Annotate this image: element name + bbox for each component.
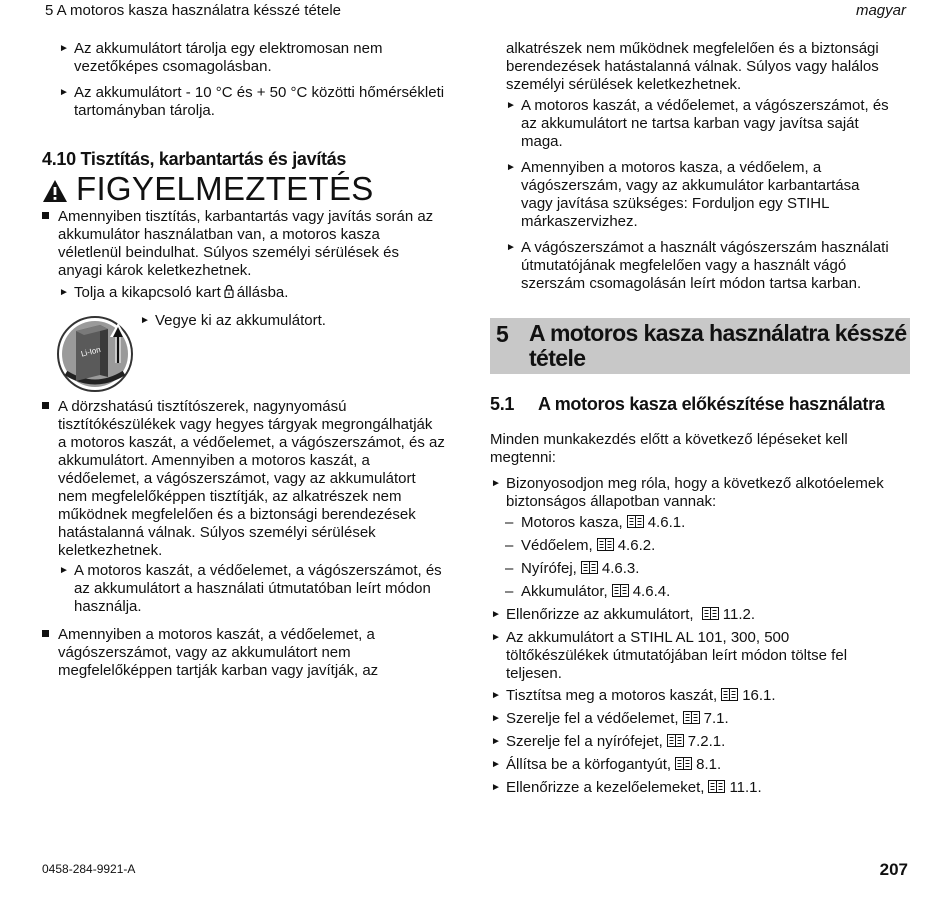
section-number-5-1: 5.1 <box>490 394 515 414</box>
subitem-battery: – Akkumulátor, 4.6.4. <box>521 583 670 601</box>
language-label: magyar <box>855 2 906 19</box>
manual-reference-icon <box>667 734 684 747</box>
bullet-clean-per-manual: ► A motoros kaszát, a védőelemet, a vágószerszámot, és az akkumulátort a használati útmutatóban leírt módon használja. <box>74 562 442 616</box>
bullet-remove-battery: ► Vegye ki az akkumulátort. <box>155 312 326 330</box>
reference-link[interactable]: 4.6.2. <box>617 537 656 554</box>
section-title-5-1: A motoros kasza előkészítése használatra <box>538 394 885 414</box>
manual-reference-icon <box>702 607 719 620</box>
manual-reference-icon <box>612 584 629 597</box>
manual-reference-icon <box>675 757 692 770</box>
step-clean-scythe: ► Tisztítsa meg a motoros kaszát, 16.1. <box>506 687 776 705</box>
subitem-guard: – Védőelem, 4.6.2. <box>521 537 655 555</box>
reference-link[interactable]: 4.6.3. <box>601 560 640 577</box>
step-mount-mowing-head: ► Szerelje fel a nyírófejet, 7.2.1. <box>506 733 725 751</box>
warning-item-accidental-start: Amennyiben tisztítás, karbantartás vagy javítás során az akkumulátor használatban van, a motoros kasza véletlenül beindulhat. Súlyos személyi sérülések és anyagi károk keletkezhetnek. <box>58 208 434 279</box>
reference-link[interactable]: 7.1. <box>703 710 729 727</box>
warning-heading <box>42 170 374 208</box>
reference-link[interactable]: 11.2. <box>722 606 756 623</box>
reference-link[interactable]: 11.1. <box>729 779 762 796</box>
lock-icon <box>224 284 234 298</box>
manual-reference-icon <box>627 515 644 528</box>
bullet-check-components: ► Bizonyosodjon meg róla, hogy a következő alkotóelemek biztonságos állapotban vannak: <box>506 475 884 511</box>
subitem-mowing-head: – Nyírófej, 4.6.3. <box>521 560 639 578</box>
manual-reference-icon <box>581 561 598 574</box>
reference-link[interactable]: 16.1. <box>742 687 776 704</box>
step-adjust-loop-handle: ► Állítsa be a körfogantyút, 8.1. <box>506 756 721 774</box>
manual-reference-icon <box>597 538 614 551</box>
step-mount-guard: ► Szerelje fel a védőelemet, 7.1. <box>506 710 729 728</box>
warning-triangle-icon <box>42 179 68 203</box>
bullet-switch-lever: ► Tolja a kikapcsoló kart állásba. <box>74 284 288 302</box>
bullet-maintain-cutting-tool: ► A vágószerszámot a használt vágószerszám használati útmutatójának megfelelően vagy a használt vágó szerszám csomagolásán leírt módon tartsa karban. <box>521 239 889 293</box>
reference-link[interactable]: 7.2.1. <box>687 733 726 750</box>
running-header: 5 A motoros kasza használatra késszé tétele <box>45 2 341 19</box>
bullet-store-temperature: ► Az akkumulátort - 10 °C és + 50 °C közötti hőmérsékleti tartományban tárolja. <box>74 84 444 120</box>
bullet-no-self-repair: ► A motoros kaszát, a védőelemet, a vágószerszámot, és az akkumulátort ne tartsa karban vagy javítsa saját maga. <box>521 97 889 151</box>
section-heading-4-10: 4.10 Tisztítás, karbantartás és javítás <box>42 149 347 169</box>
warning-item-abrasive-cleaners: A dörzshatású tisztítószerek, nagynyomású tisztítókészülékek vagy hegyes tárgyak megrongálhatják a motoros kaszát, a védőelemet, a vágószerszámot, és az akkumulátort. Amennyiben a motoros kaszát, a védőelemet, a vágószerszámot, vagy az akkumulátort nem megfelelőképpen tisztítják, az alkatrészek nem működnek megfelelően és a biztonsági berendezések hatástalanná válnak. Súlyos személyi sérülések keletkezhetnek. <box>58 398 445 559</box>
step-check-battery: ► Ellenőrizze az akkumulátort, 11.2. <box>506 606 755 624</box>
continued-text: alkatrészek nem működnek megfelelően és a biztonsági berendezések hatástalanná válnak. Súlyos vagy halálos személyi sérülések keletkezhetnek. <box>506 40 879 93</box>
reference-link[interactable]: 4.6.4. <box>632 583 671 600</box>
battery-removal-illustration <box>56 315 134 393</box>
warning-title: FIGYELMEZTETÉS <box>76 170 374 207</box>
bullet-store-packaging: ► Az akkumulátort tárolja egy elektromosan nem vezetőképes csomagolásban. <box>74 40 382 76</box>
step-check-controls: ► Ellenőrizze a kezelőelemeket, 11.1. <box>506 779 762 797</box>
manual-reference-icon <box>683 711 700 724</box>
manual-reference-icon <box>708 780 725 793</box>
battery-label: Li-Ion <box>79 344 102 359</box>
warning-item-improper-maintenance: Amennyiben a motoros kaszát, a védőelemet, a vágószerszámot, vagy az akkumulátort nem megfelelőképpen tartják karban vagy javítják, az <box>58 626 379 679</box>
document-number: 0458-284-9921-A <box>42 862 136 876</box>
page-number: 207 <box>879 860 908 879</box>
reference-link[interactable]: 8.1. <box>696 756 722 773</box>
step-charge-battery: ► Az akkumulátort a STIHL AL 101, 300, 500 töltőkészülékek útmutatójában leírt módon töltse fel teljesen. <box>506 629 847 683</box>
reference-link[interactable]: 4.6.1. <box>647 514 686 531</box>
chapter-number: 5 <box>496 321 509 347</box>
subitem-motor-scythe: – Motoros kasza, 4.6.1. <box>521 514 685 532</box>
bullet-stihl-service: ► Amennyiben a motoros kasza, a védőelem, a vágószerszám, vagy az akkumulátor karbantartása vagy javítása szükséges: Forduljon egy STIHL márkaszervizhez. <box>521 159 860 231</box>
chapter-title: A motoros kasza használatra késszé tétele <box>529 320 907 371</box>
section-intro: Minden munkakezdés előtt a következő lépéseket kell megtenni: <box>490 431 848 466</box>
manual-reference-icon <box>721 688 738 701</box>
